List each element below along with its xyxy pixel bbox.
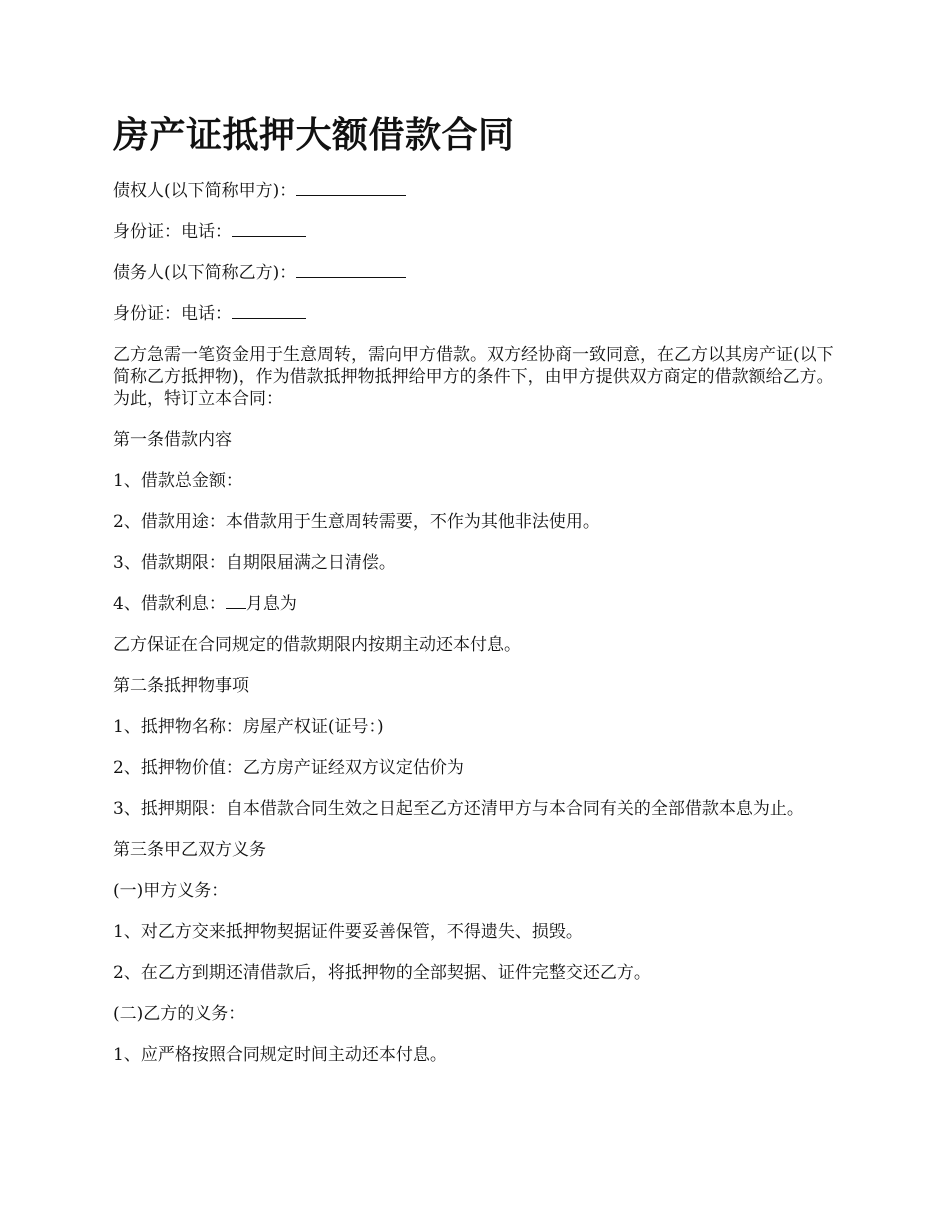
debtor-blank	[296, 263, 406, 278]
creditor-id-label: 身份证：电话：	[113, 222, 232, 242]
debtor-line	[113, 262, 843, 284]
article-2-item-3: 3、抵押期限：自本借款合同生效之日起至乙方还清甲方与本合同有关的全部借款本息为止。	[113, 799, 804, 819]
article-1-item-3: 3、借款期限：自期限届满之日清偿。	[113, 553, 396, 573]
creditor-label: 债权人(以下简称甲方)：	[113, 181, 297, 201]
creditor-line	[113, 180, 843, 202]
intro-paragraph: 乙方急需一笔资金用于生意周转，需向甲方借款。双方经协商一致同意，在乙方以其房产证(以下简称乙方抵押物)，作为借款抵押物抵押给甲方的条件下，由甲方提供双方商定的借款额给乙方。为此，特订立本合同：	[113, 345, 834, 409]
interest-suffix: 月息为	[245, 594, 297, 614]
article-1-item-4	[113, 593, 843, 615]
document-page	[113, 112, 843, 1085]
debtor-label: 债务人(以下简称乙方)：	[113, 263, 297, 283]
party-b-duty-1: 1、应严格按照合同规定时间主动还本付息。	[113, 1045, 447, 1065]
article-1-guarantee: 乙方保证在合同规定的借款期限内按期主动还本付息。	[113, 635, 521, 655]
party-a-duty-2: 2、在乙方到期还清借款后，将抵押物的全部契据、证件完整交还乙方。	[113, 963, 651, 983]
creditor-id-blank	[232, 222, 306, 237]
article-2-item-1: 1、抵押物名称：房屋产权证(证号：)	[113, 717, 384, 737]
document-title: 房产证抵押大额借款合同	[113, 115, 515, 156]
interest-prefix: 4、借款利息：	[113, 594, 226, 614]
creditor-id-line	[113, 221, 843, 243]
article-3-title: 第三条甲乙双方义务	[113, 840, 266, 860]
party-b-duties-title: (二)乙方的义务：	[113, 1004, 246, 1024]
party-a-duty-1: 1、对乙方交来抵押物契据证件要妥善保管，不得遗失、损毁。	[113, 922, 583, 942]
article-2-title: 第二条抵押物事项	[113, 676, 249, 696]
debtor-id-line	[113, 303, 843, 325]
interest-blank	[226, 594, 246, 609]
party-a-duties-title: (一)甲方义务：	[113, 881, 229, 901]
article-1-item-1: 1、借款总金额：	[113, 471, 243, 491]
article-1-item-2: 2、借款用途：本借款用于生意周转需要，不作为其他非法使用。	[113, 512, 600, 532]
article-1-title: 第一条借款内容	[113, 430, 232, 450]
creditor-blank	[296, 181, 406, 196]
article-2-item-2: 2、抵押物价值：乙方房产证经双方议定估价为	[113, 758, 464, 778]
debtor-id-label: 身份证：电话：	[113, 304, 232, 324]
debtor-id-blank	[232, 304, 306, 319]
